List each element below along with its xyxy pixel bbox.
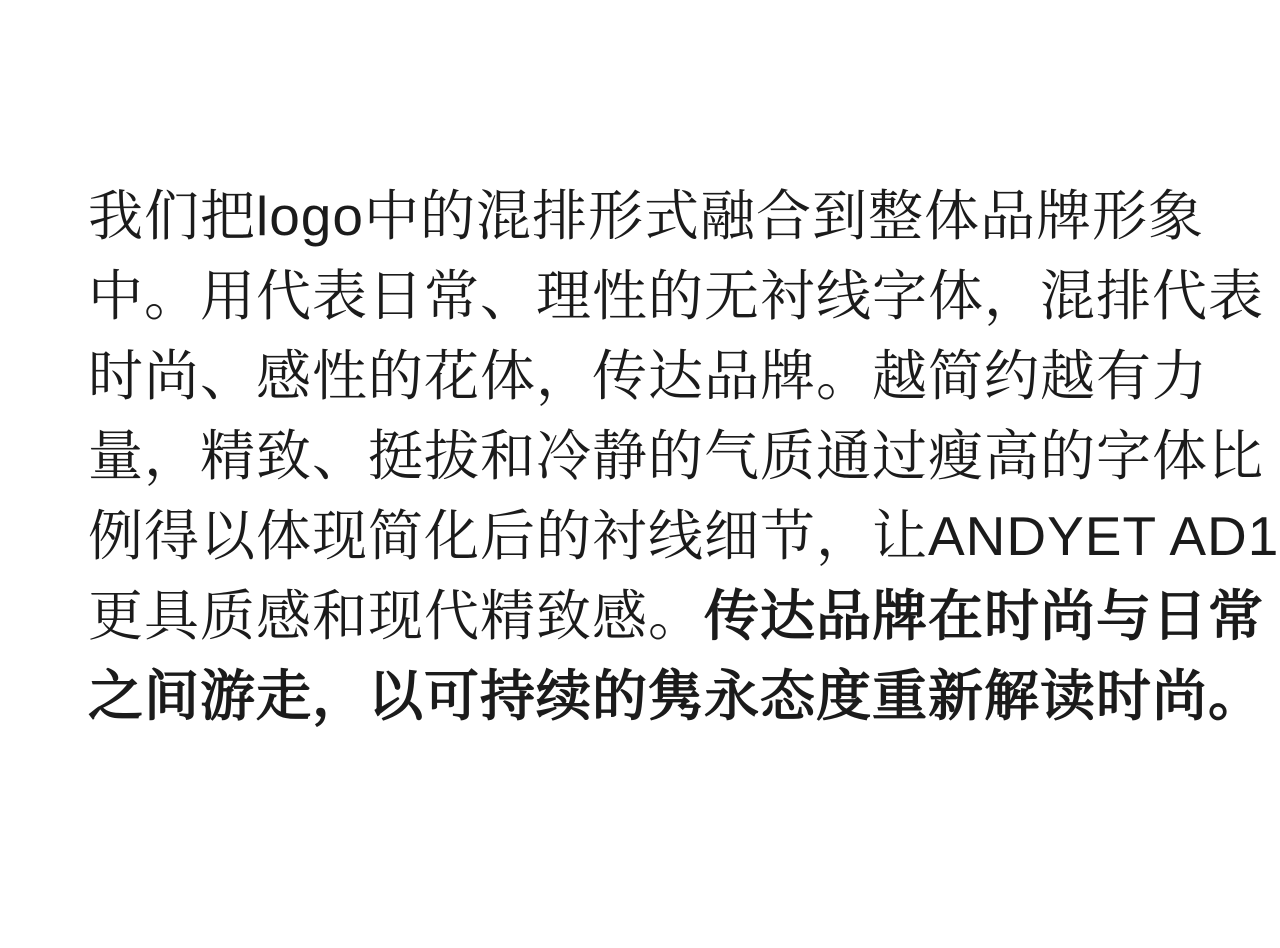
text-segment: 我们把logo中的混排形式融合到整体品牌形象 [88,185,1204,247]
text-segment: 中。用代表日常、理性的无衬线字体，混排代表 [88,265,1265,327]
text-line-3 [88,336,1209,416]
brand-description-paragraph [88,176,1280,736]
text-line-6 [88,576,1265,656]
text-line-7 [88,656,1265,736]
text-line-5 [88,496,1280,576]
text-segment-emphasis: 传达品牌在时尚与日常 [704,585,1265,647]
text-line-4 [88,416,1265,496]
text-segment: 更具质感和现代精致感。 [88,585,705,647]
text-segment-emphasis: 之间游走，以可持续的隽永态度重新解读时尚。 [88,665,1265,727]
text-line-1 [88,176,1204,256]
text-line-2 [88,256,1265,336]
text-segment: 量，精致、挺拔和冷静的气质通过瘦高的字体比 [88,425,1265,487]
text-segment: 时尚、感性的花体，传达品牌。越简约越有力 [88,345,1209,407]
text-segment: 例得以体现简化后的衬线细节，让ANDYET AD1 [88,505,1280,567]
